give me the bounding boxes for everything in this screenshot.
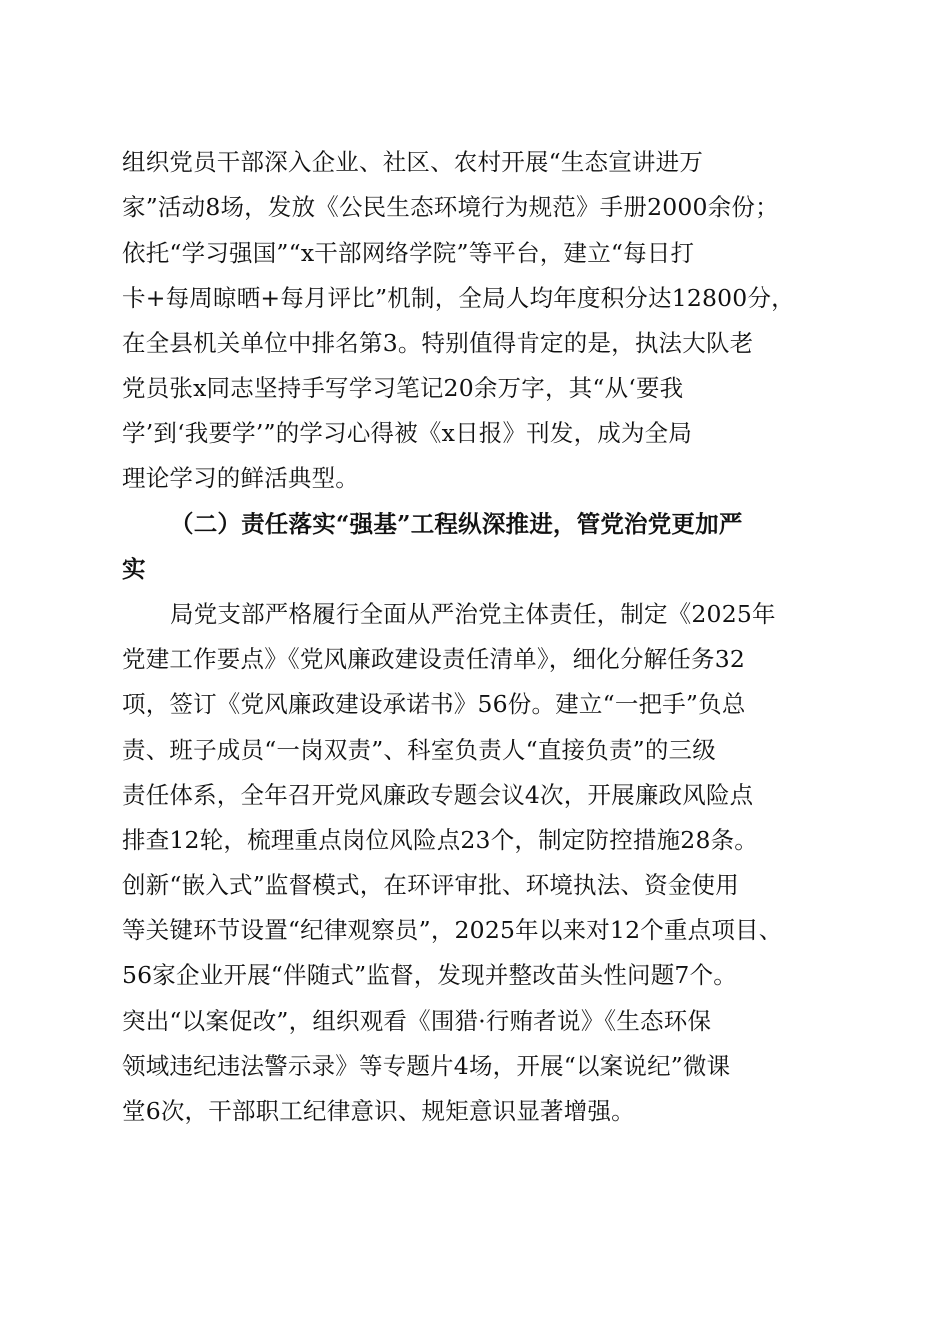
paragraph-line: 56家企业开展“伴随式”监督，发现并整改苗头性问题7个。 [122,961,737,989]
paragraph-line: 依托“学习强国”“x干部网络学院”等平台，建立“每日打 [122,239,695,267]
section-heading: 实 [122,555,146,583]
paragraph-line: 局党支部严格履行全面从严治党主体责任，制定《2025年 [170,600,776,628]
paragraph-line: 家”活动8场，发放《公民生态环境行为规范》手册2000余份； [122,193,779,221]
paragraph-line: 卡+每周晾晒+每月评比”机制，全局人均年度积分达12800分， [122,284,795,312]
paragraph-line: 学’到‘我要学’”的学习心得被《x日报》刊发，成为全局 [122,419,693,447]
paragraph-line: 党建工作要点》《党风廉政建设责任清单》，细化分解任务32 [122,645,746,673]
paragraph-line: 理论学习的鲜活典型。 [122,464,359,492]
section-heading: （二）责任落实“强基”工程纵深推进，管党治党更加严 [170,510,743,538]
paragraph-line: 党员张x同志坚持手写学习笔记20余万字，其“从‘要我 [122,374,684,402]
paragraph-line: 排查12轮，梳理重点岗位风险点23个，制定防控措施28条。 [122,826,759,854]
paragraph-line: 突出“以案促改”，组织观看《围猎·行贿者说》《生态环保 [122,1007,712,1035]
paragraph-line: 责、班子成员“一岗双责”、科室负责人“直接负责”的三级 [122,736,716,764]
paragraph-line: 等关键环节设置“纪律观察员”，2025年以来对12个重点项目、 [122,916,783,944]
paragraph-line: 创新“嵌入式”监督模式，在环评审批、环境执法、资金使用 [122,871,739,899]
paragraph-line: 领域违纪违法警示录》等专题片4场，开展“以案说纪”微课 [122,1052,731,1080]
paragraph-line: 组织党员干部深入企业、社区、农村开展“生态宣讲进万 [122,148,704,176]
paragraph-line: 堂6次，干部职工纪律意识、规矩意识显著增强。 [122,1097,635,1125]
paragraph-line: 在全县机关单位中排名第3。特别值得肯定的是，执法大队老 [122,329,754,357]
paragraph-line: 责任体系，全年召开党风廉政专题会议4次，开展廉政风险点 [122,781,754,809]
paragraph-line: 项，签订《党风廉政建设承诺书》56份。建立“一把手”负总 [122,690,746,718]
